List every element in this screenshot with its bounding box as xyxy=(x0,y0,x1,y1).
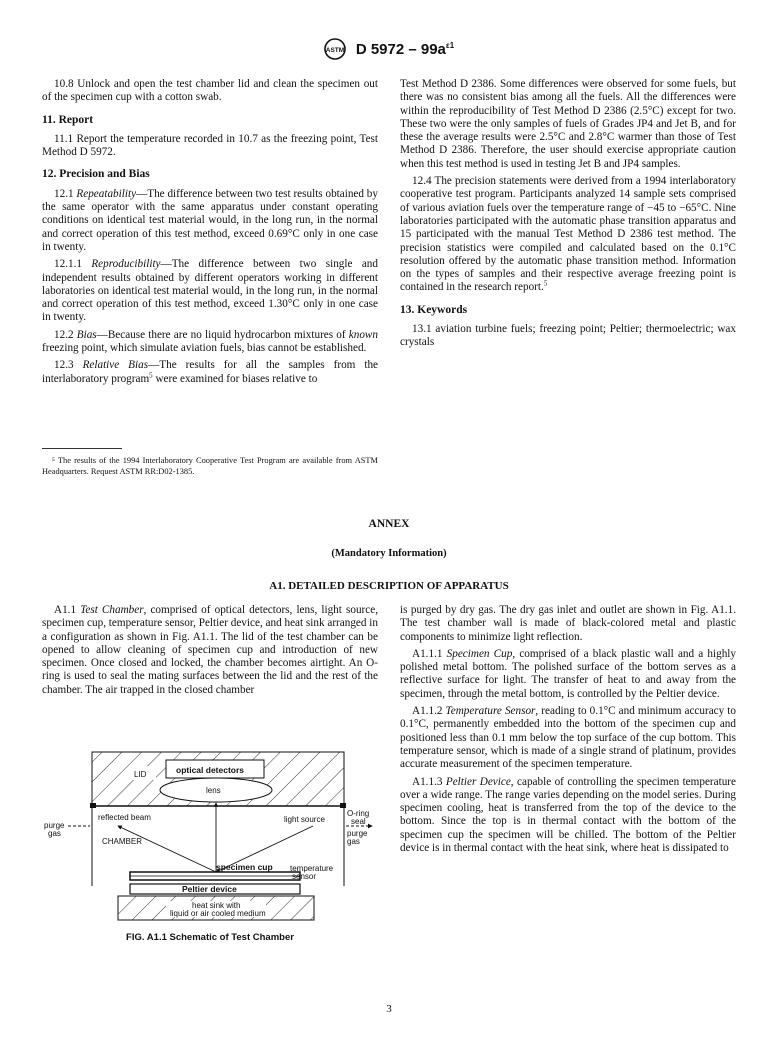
paragraph-12-2: 12.2 Bias—Because there are no liquid hydrocarbon mixtures of known freezing point, which simulate aviation fuels, bias cannot be established. xyxy=(42,328,378,355)
figure-label-chamber: CHAMBER xyxy=(102,837,143,846)
o-ring-seal-left xyxy=(90,803,96,808)
paragraph-11-1: 11.1 Report the temperature recorded in 10.7 as the freezing point, Test Method D 5972. xyxy=(42,132,378,159)
figure-label-temp-sensor-1: temperature xyxy=(290,864,334,873)
page-number: 3 xyxy=(386,1003,392,1015)
figure-label-purge-left-1: purge xyxy=(44,821,65,830)
paragraph-a1-1-2: A1.1.2 Temperature Sensor, reading to 0.1°C and minimum accuracy to 0.1°C, permanently embedded into the bottom of the specimen cup and positioned less than 0.1 mm below the top surface of the cup bottom. This temperature sensor, which is made of a single strand of platinum, provides accurate measurement of the specimen temperature. xyxy=(400,705,736,771)
footnote-5: ⁵ The results of the 1994 Interlaboratory Cooperative Test Program are available from ASTM Headquarters. Request ASTM RR:D02-1385. xyxy=(42,456,378,476)
annex-heading: A1. DETAILED DESCRIPTION OF APPARATUS xyxy=(269,580,509,592)
astm-logo-icon xyxy=(324,38,346,60)
figure-label-specimen-cup: specimen cup xyxy=(216,862,273,872)
annex-subtitle: (Mandatory Information) xyxy=(331,548,447,559)
paragraph-a1-1-1: A1.1.1 Specimen Cup, comprised of a black plastic wall and a highly polished metal bottom. The polished surface of the bottom serves as a reflective surface for light. The transfer of heat to and away from the specimen, through the metal bottom, is controlled by the Peltier device. xyxy=(400,647,737,700)
section-heading-keywords: 13. Keywords xyxy=(400,303,468,316)
figure-label-heatsink-1: heat sink with xyxy=(192,901,241,910)
figure-label-oring-2: seal xyxy=(351,817,366,826)
footnote-rule xyxy=(42,448,122,449)
figure-label-light-source: light source xyxy=(284,815,325,824)
figure-label-reflected-beam: reflected beam xyxy=(98,813,151,822)
test-chamber-schematic xyxy=(44,746,380,924)
paragraph-10-8: 10.8 Unlock and open the test chamber lid and clean the specimen out of the specimen cup with a cotton swab. xyxy=(42,78,378,104)
figure-label-lid: LID xyxy=(134,770,147,779)
figure-label-peltier: Peltier device xyxy=(182,884,237,894)
figure-label-heatsink-2: liquid or air cooled medium xyxy=(170,909,266,918)
figure-label-optical-detectors: optical detectors xyxy=(176,765,245,775)
paragraph-13-1: 13.1 aviation turbine fuels; freezing point; Peltier; thermoelectric; wax crystals xyxy=(400,323,736,349)
section-heading-report: 11. Report xyxy=(42,113,94,126)
figure-label-purge-left-2: gas xyxy=(48,829,61,838)
section-heading-precision: 12. Precision and Bias xyxy=(42,168,150,181)
figure-caption: FIG. A1.1 Schematic of Test Chamber xyxy=(126,932,294,943)
paragraph-12-3: 12.3 Relative Bias—The results for all the samples from the interlaboratory program$^5$ were examined for biases relative to xyxy=(42,359,379,385)
paragraph-a1-1-3: A1.1.3 Peltier Device, capable of controlling the specimen temperature over a wide range. The range varies depending on the model series. During specimen cooling, heat is transferred from the top of the device to the bottom. Since the top is in thermal contact with the bottom of the specimen cup the specimen will be chilled. The bottom of the Peltier device is in thermal contact with the heat sink, where heat is dissipated to xyxy=(400,775,736,855)
annex-title: ANNEX xyxy=(368,518,410,530)
figure-label-lens: lens xyxy=(206,786,221,795)
o-ring-seal-right xyxy=(340,803,346,808)
figure-label-temp-sensor-2: sensor xyxy=(292,872,317,881)
paragraph-12-1-1: 12.1.1 Reproducibility—The difference between two single and independent results obtained by different operators working in different laboratories on identical test material would, in the long run, in the normal and correct operation of this test method, exceed 1.30°C only in one case in twenty. xyxy=(42,258,378,324)
figure-label-oring-1: O-ring xyxy=(347,809,370,818)
left-column xyxy=(42,78,378,390)
paragraph-12-4: 12.4 The precision statements were derived from a 1994 interlaboratory cooperative test program. Participants analyzed 14 sample sets comprised of various aviation fuels over the temperature range of −45 to −65°C. Nine laboratories participated with the automatic phase transition apparatus and 15 participated with the manual Test Method D 2386 test method. The precision statistics were compiled and calculated based on the 0.1°C resolution offered by the automatic phase transition method. Information on the types of samples and their respective average freezing point is contained in the research report.$^5$ xyxy=(400,175,736,294)
document-designation: D $5972 - 99a^{\varepsilon 1}$ xyxy=(355,40,455,58)
annex-left-column xyxy=(42,604,378,701)
figure-label-purge-right-2: gas xyxy=(347,837,360,846)
paragraph-12-1: 12.1 Repeatability—The difference between two test results obtained by the same operator with the same apparatus under constant operating conditions on identical test material would, in the long run, in the normal and correct operation of this test method, exceed 0.69°C only in one case in twenty. xyxy=(42,187,378,253)
svg-text:ASTM: ASTM xyxy=(325,47,345,54)
paragraph-a1-1: A1.1 Test Chamber, comprised of optical detectors, lens, light source, specimen cup, temperature sensor, Peltier device, and heat sink arranged in a configuration as shown in Fig. A1.1. The lid of the test chamber can be opened to allow cleaning of specimen cup and introduction of new specimen. Once closed and locked, the chamber becomes airtight. An O-ring is used to seal the mating surfaces between the lid and the rest of the chamber. The air trapped in the closed chamber xyxy=(42,604,378,696)
paragraph-12-3-cont: Test Method D 2386. Some differences were observed for some fuels, but there was no consistent bias among all the fuels. All the differences were within the reproducibility of Test Method D 2386 (2.5°C) except for two. These two were the only samples of fuels of Grades JP4 and Jet B, and for these the average results were 2.5°C and 2.8°C warmer than those of Test Method D 2386. Therefore, the user should exercise appropriate caution when this test method is used in testing Jet B and JP4 samples. xyxy=(400,78,736,170)
figure-label-purge-right-1: purge xyxy=(347,829,368,838)
right-column xyxy=(400,78,736,354)
paragraph-a1-1-cont: is purged by dry gas. The dry gas inlet and outlet are shown in Fig. A1.1. The test chamber wall is made of black-colored metal and plastic components to minimize light reflection. xyxy=(400,604,736,643)
annex-right-column xyxy=(400,604,736,859)
light-beam-reflected xyxy=(118,826,216,872)
page-header xyxy=(0,38,778,60)
